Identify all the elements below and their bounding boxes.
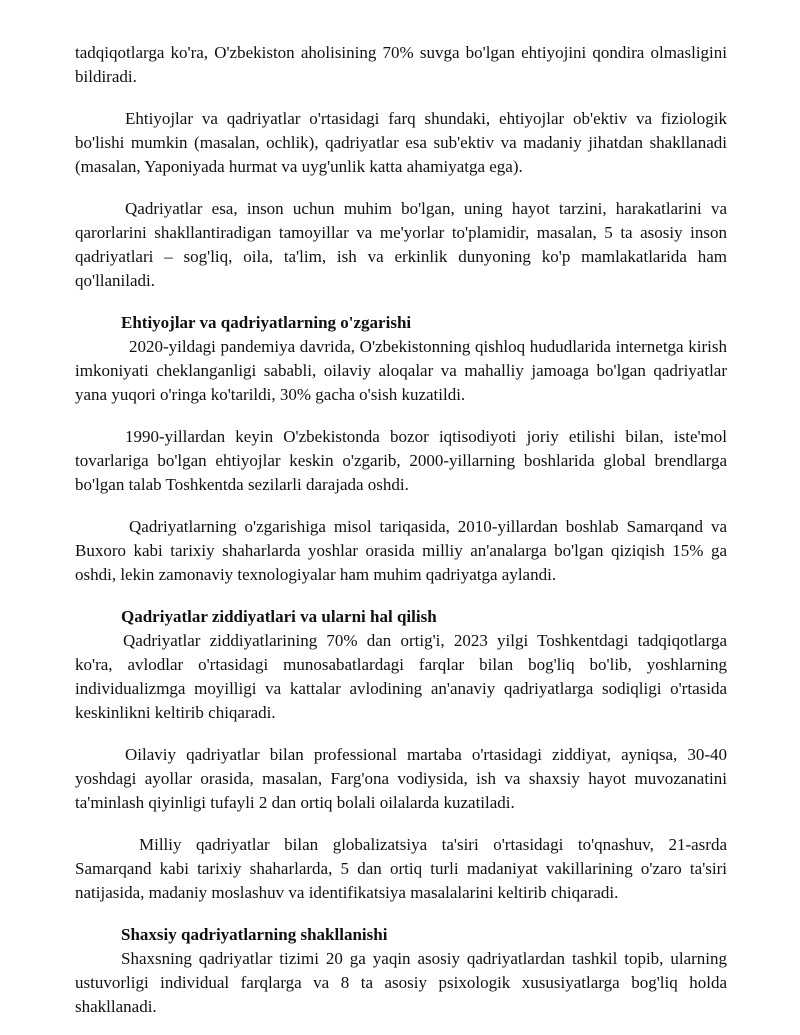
- paragraph-needs-vs-values: Ehtiyojlar va qadriyatlar o'rtasidagi farq shundaki, ehtiyojlar ob'ektiv va fiziologik bo'lishi mumkin (masalan, ochlik), qadriyatlar esa sub'ektiv va madaniy jihatdan shakllanadi (masalan, Yaponiyada hurmat va uyg'unlik katta ahamiyatga ega).: [75, 109, 727, 176]
- paragraph-family-career: Oilaviy qadriyatlar bilan professional martaba o'rtasidagi ziddiyat, ayniqsa, 30-40 yoshdagi ayollar orasida, masalan, Farg'ona vodiysida, ish va shaxsiy hayot muvozanatini ta'minlash qiyinligi tufayli 2 dan ortiq bolali oilalarda kuzatiladi.: [75, 745, 727, 812]
- paragraph-personal-values: Shaxsning qadriyatlar tizimi 20 ga yaqin asosiy qadriyatlardan tashkil topib, ularning ustuvorligi individual farqlarga va 8 ta asosiy psixologik xususiyatlarga bog'liq holda shakllanadi.: [75, 949, 727, 1016]
- paragraph-values-change-example: Qadriyatlarning o'zgarishiga misol tariqasida, 2010-yillardan boshlab Samarqand va Buxoro kabi tarixiy shaharlarda yoshlar orasida milliy an'analarga bo'lgan qiziqish 15% ga oshdi, lekin zamonaviy texnologiyalar ham muhim qadriyatga aylandi.: [75, 517, 727, 584]
- paragraph-pandemic: 2020-yildagi pandemiya davrida, O'zbekistonning qishloq hududlarida internetga kirish imkoniyati cheklanganligi sababli, oilaviy aloqalar va mahalliy jamoaga bo'lgan qadriyatlar yana yuqori o'ringa ko'tarildi, 30% gacha o'sish kuzatildi.: [75, 337, 727, 404]
- paragraph-market-economy: 1990-yillardan keyin O'zbekistonda bozor iqtisodiyoti joriy etilishi bilan, iste'mol tovarlariga bo'lgan ehtiyojlar keskin o'zgarib, 2000-yillarning boshlarida global brendlarga bo'lgan talab Toshkentda sezilarli darajada oshdi.: [75, 427, 727, 494]
- document-page: [75, 41, 727, 1019]
- paragraph-generational-conflict: Qadriyatlar ziddiyatlarining 70% dan ortig'i, 2023 yilgi Toshkentdagi tadqiqotlarga ko'ra, avlodlar o'rtasidagi munosabatlardagi farqlar bilan bog'liq bo'lib, yoshlarning individualizmga moyilligi va kattalar avlodining an'anaviy qadriyatlarga sodiqligi o'rtasida keskinlikni keltirib chiqaradi.: [75, 631, 727, 722]
- paragraph-values-definition: Qadriyatlar esa, inson uchun muhim bo'lgan, uning hayot tarzini, harakatlarini va qarorlarini shakllantiradigan tamoyillar va me'yorlar to'plamidir, masalan, 5 ta asosiy inson qadriyatlari – sog'liq, oila, ta'lim, ish va erkinlik dunyoning ko'p mamlakatlarida ham qo'llaniladi.: [75, 199, 727, 290]
- section-heading-personal-values: Shaxsiy qadriyatlarning shakllanishi: [121, 925, 388, 944]
- paragraph-globalization: Milliy qadriyatlar bilan globalizatsiya ta'siri o'rtasidagi to'qnashuv, 21-asrda Samarqand kabi tarixiy shaharlarda, 5 dan ortiq turli madaniyat vakillarining o'zaro ta'siri natijasida, madaniy moslashuv va identifikatsiya masalalarini keltirib chiqaradi.: [75, 835, 727, 902]
- section-heading-conflicts: Qadriyatlar ziddiyatlari va ularni hal qilish: [121, 607, 437, 626]
- paragraph-continuation: tadqiqotlarga ko'ra, O'zbekiston aholisining 70% suvga bo'lgan ehtiyojini qondira olmasligini bildiradi.: [75, 43, 727, 86]
- section-heading-changes: Ehtiyojlar va qadriyatlarning o'zgarishi: [121, 313, 412, 332]
